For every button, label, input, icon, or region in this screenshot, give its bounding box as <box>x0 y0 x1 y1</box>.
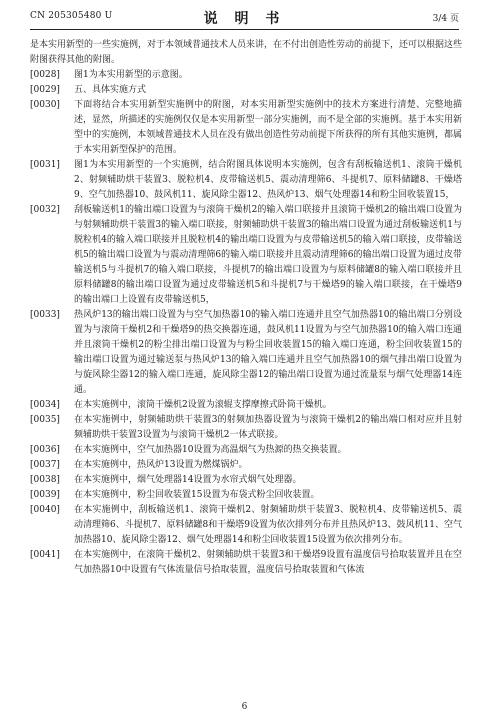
paragraph-number: [0033] <box>30 310 60 320</box>
paragraph-text: 刮板输送机1的输出端口设置为与滚筒干燥机2的输入端口联接并且滚筒干燥机2的输出端口设置为与射频辅助烘干装置3的输入端口联接，射频辅助烘干装置3的输出端口设置为通过刮板输送机1与脱粒机4的输入端口联接并且脱粒机4的输出端口设置为与皮带输送机5的输入端口联接，皮带输送机5的输出端口设置为与震动清理筛6的输入端口联接并且震动清理筛6的输出端口设置为通过皮带输送机5与斗提机7的输入端口联接，斗提机7的输出端口设置为与原料储罐8的输入端口联接并且原料储罐8的输出端口设置为通过皮带输送机5和斗提机7与干燥塔9的输入端口联接，在干燥塔9的输出端口上设置有皮带输送机5， <box>74 205 462 305</box>
document-title: 说 明 书 <box>203 11 286 27</box>
page-header <box>30 8 459 30</box>
paragraph-number: [0029] <box>30 85 60 95</box>
paragraph-number: [0030] <box>30 100 60 110</box>
paragraph <box>30 308 462 398</box>
page-number: 6 <box>241 702 248 712</box>
paragraph <box>30 158 462 203</box>
paragraph-number: [0031] <box>30 160 60 170</box>
paragraph-number: [0032] <box>30 205 60 215</box>
paragraph <box>30 458 462 473</box>
paragraph-number: [0036] <box>30 445 60 455</box>
paragraph-text: 下面将结合本实用新型实施例中的附图，对本实用新型实施例中的技术方案进行清楚、完整地描述，显然，所描述的实施例仅仅是本实用新型一部分实施例，而不是全部的实施例。基于本实用新型中的实施例，本领域普通技术人员在没有做出创造性劳动前提下所获得的所有其他实施例，都属于本实用新型保护的范围。 <box>74 100 462 155</box>
paragraph-text: 在本实施例中，烟气处理器14设置为水帘式烟气处理器。 <box>74 475 302 485</box>
page-indicator: 3/4 页 <box>432 14 459 24</box>
paragraph-text: 图1为本实用新型的一个实施例，结合附图具体说明本实施例，包含有刮板输送机1、滚筒干燥机2、射频辅助烘干装置3、脱粒机4、皮带输送机5、震动清理筛6、斗提机7、原料储罐8、干燥塔9、空气加热器10、鼓风机11、旋风除尘器12、热风炉13、烟气处理器14和粉尘回收装置15， <box>74 160 462 200</box>
paragraph <box>30 413 462 443</box>
paragraph <box>30 68 462 83</box>
paragraph-text: 热风炉13的输出端口设置为与空气加热器10的输入端口连通并且空气加热器10的输出端口分别设置为与滚筒干燥机2和干燥塔9的热交换器连通，鼓风机11设置为与空气加热器10的输入端口连通并且滚筒干燥机2的粉尘排出端口设置为与粉尘回收装置15的输入端口连通，粉尘回收装置15的输出端口设置为通过输送泵与热风炉13的输入端口连通并且空气加热器10的烟气排出端口设置为与旋风除尘器12的输入端口连通，旋风除尘器12的输出端口设置为通过流量泵与烟气处理器14连通。 <box>74 310 462 395</box>
paragraph-number: [0037] <box>30 460 60 470</box>
paragraph-number: [0028] <box>30 70 60 80</box>
paragraph-text: 在本实施例中，空气加热器10设置为高温烟气为热源的热交换装置。 <box>74 445 347 455</box>
intro-paragraph: 是本实用新型的一些实施例，对于本领域普通技术人员来讲，在不付出创造性劳动的前提下，还可以根据这些附图获得其他的附图。 <box>30 40 463 65</box>
paragraph-text: 在本实施例中，射频辅助烘干装置3的射频加热器设置为与滚筒干燥机2的输出端口相对应并且射频辅助烘干装置3设置为与滚筒干燥机2一体式联接。 <box>74 415 462 440</box>
page-footer <box>0 702 489 712</box>
paragraph-number: [0035] <box>30 415 60 425</box>
paragraph-number: [0034] <box>30 400 60 410</box>
paragraph <box>30 503 462 548</box>
paragraph-number: [0040] <box>30 505 60 515</box>
publication-number: CN 205305480 U <box>30 11 113 21</box>
paragraph <box>30 98 462 158</box>
paragraph-text: 五、具体实施方式 <box>74 85 147 95</box>
paragraph-text: 图1为本实用新型的示意图。 <box>74 70 188 80</box>
paragraph <box>30 203 462 308</box>
paragraph-text: 在本实施例中，粉尘回收装置15设置为布袋式粉尘回收装置。 <box>74 490 320 500</box>
paragraph <box>30 488 462 503</box>
paragraph-text: 在本实施例中，在滚筒干燥机2、射频辅助烘干装置3和干燥塔9设置有温度信号拾取装置并且在空气加热器10中设置有气体流量信号拾取装置，温度信号拾取装置和气体流 <box>74 550 462 575</box>
paragraph <box>30 83 462 98</box>
paragraph-number: [0041] <box>30 550 60 560</box>
paragraph <box>30 443 462 458</box>
paragraph-number: [0038] <box>30 475 60 485</box>
paragraph-text: 在本实施例中，热风炉13设置为燃煤锅炉。 <box>74 460 248 470</box>
paragraph <box>30 398 462 413</box>
document-body <box>30 38 462 578</box>
paragraph <box>30 473 462 488</box>
paragraph-text: 在本实施例中，刮板输送机1、滚筒干燥机2、射频辅助烘干装置3、脱粒机4、皮带输送机5、震动清理筛6、斗提机7、原料储罐8和干燥塔9设置为依次排列分布并且热风炉13、鼓风机11、空气加热器10、旋风除尘器12、烟气处理器14和粉尘回收装置15设置为依次排列分布。 <box>74 505 462 545</box>
header-divider <box>30 29 459 30</box>
paragraph-number: [0039] <box>30 490 60 500</box>
paragraph <box>30 548 462 578</box>
paragraph-text: 在本实施例中，滚筒干燥机2设置为滚辊支撑摩擦式卧筒干燥机。 <box>74 400 332 410</box>
